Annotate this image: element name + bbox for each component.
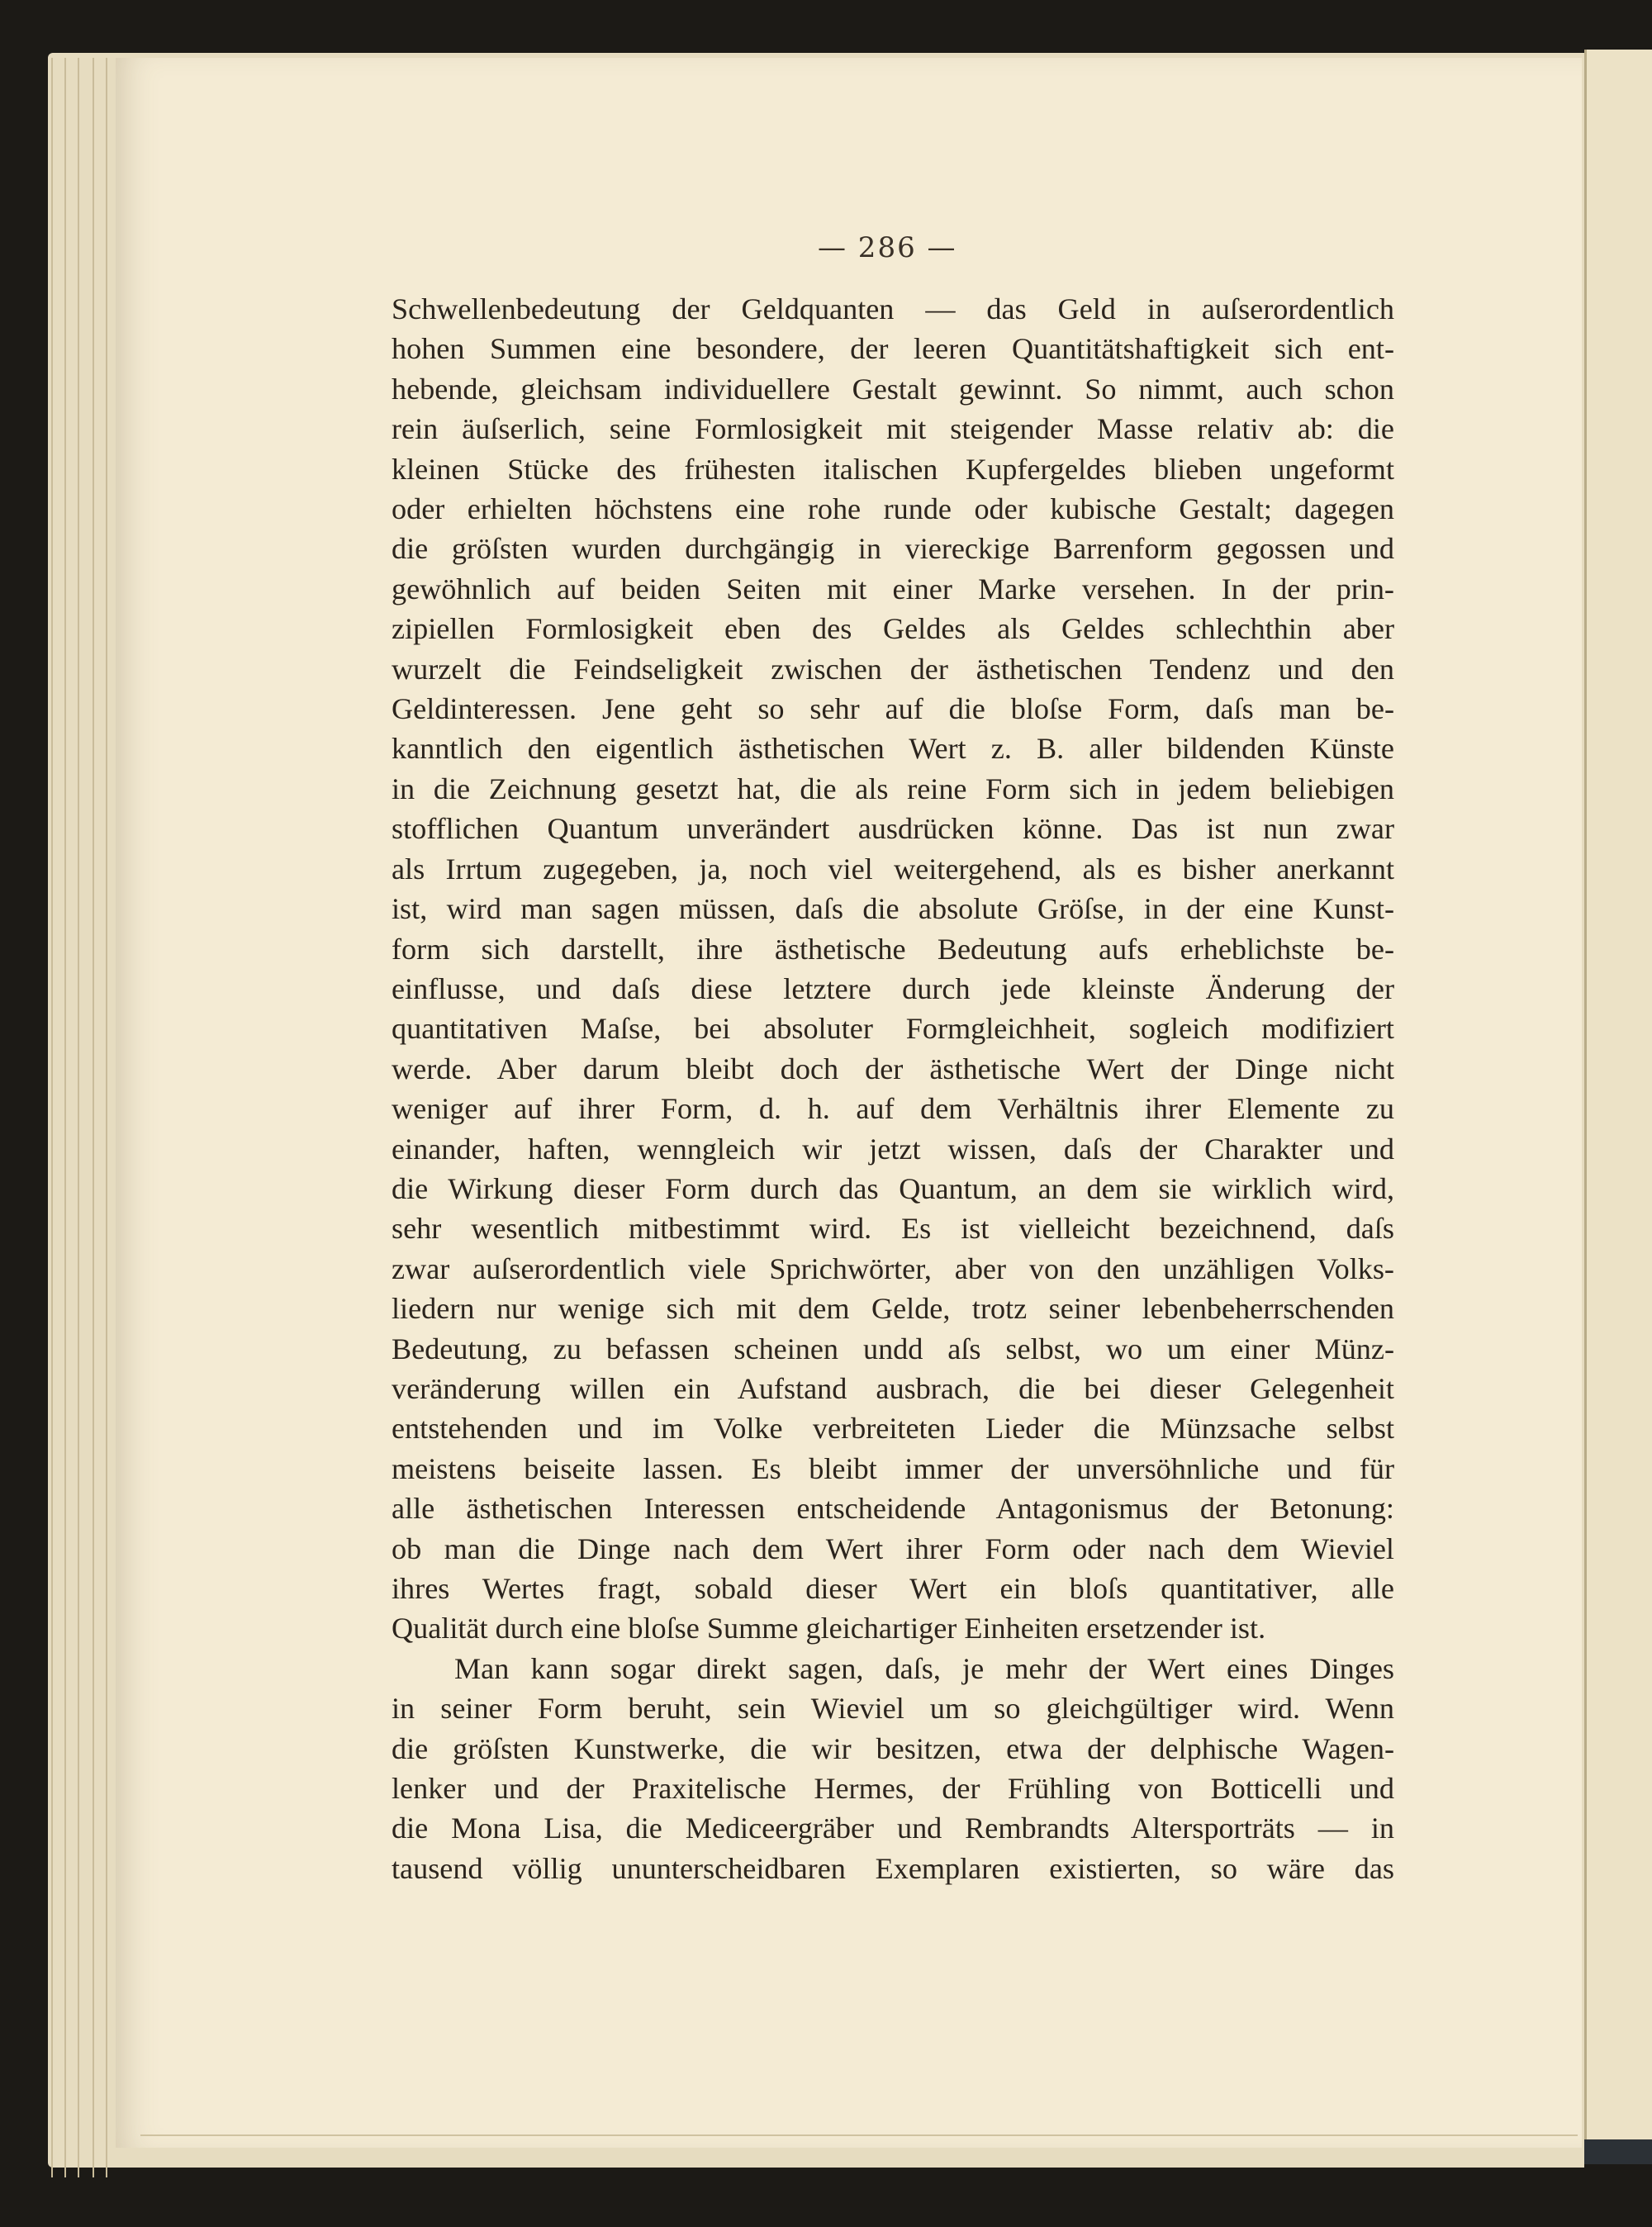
- paragraph: [392, 1649, 1394, 1888]
- text-line: stofflichen Quantum unverändert ausdrücken könne. Das ist nun zwar: [392, 812, 1394, 846]
- text-line: entstehenden und im Volke verbreiteten Lieder die Münzsache selbst: [392, 1412, 1394, 1446]
- text-line: quantitativen Maſse, bei absoluter Formgleichheit, sogleich modifiziert: [392, 1012, 1394, 1046]
- page-edge: [106, 58, 116, 2177]
- page-edge: [78, 58, 88, 2177]
- text-line: ist, wird man sagen müssen, daſs die absolute Gröſse, in der eine Kunst-: [392, 892, 1394, 926]
- text-line: Geldinteressen. Jene geht so sehr auf die bloſse Form, daſs man be-: [392, 692, 1394, 726]
- text-line: tausend völlig ununterscheidbaren Exemplaren existierten, so wäre das: [392, 1851, 1394, 1885]
- text-line: die Wirkung dieser Form durch das Quantum, an dem sie wirklich wird,: [392, 1171, 1394, 1205]
- text-line: Bedeutung, zu befassen scheinen undd aſs selbst, wo um einer Münz-: [392, 1332, 1394, 1365]
- body-text: [392, 289, 1394, 1888]
- text-line: form sich darstellt, ihre ästhetische Bedeutung aufs erheblichste be-: [392, 932, 1394, 966]
- page-edge: [64, 58, 74, 2177]
- text-line: rein äuſserlich, seine Formlosigkeit mit steigender Masse relativ ab: die: [392, 412, 1394, 446]
- text-line: hebende, gleichsam individuellere Gestalt gewinnt. So nimmt, auch schon: [392, 372, 1394, 406]
- text-line: ob man die Dinge nach dem Wert ihrer Form oder nach dem Wieviel: [392, 1531, 1394, 1565]
- text-line: die gröſsten wurden durchgängig in viereckige Barrenform gegossen und: [392, 532, 1394, 566]
- text-line: werde. Aber darum bleibt doch der ästhetische Wert der Dinge nicht: [392, 1052, 1394, 1085]
- text-line: weniger auf ihrer Form, d. h. auf dem Verhältnis ihrer Elemente zu: [392, 1092, 1394, 1126]
- text-line: ihres Wertes fragt, sobald dieser Wert ein bloſs quantitativer, alle: [392, 1572, 1394, 1605]
- text-line: einander, haften, wenngleich wir jetzt wissen, daſs der Charakter und: [392, 1132, 1394, 1166]
- page-bottom-edge: [140, 2134, 1578, 2136]
- page-number: — 286 —: [818, 231, 957, 264]
- text-line: als Irrtum zugegeben, ja, noch viel weitergehend, als es bisher anerkannt: [392, 852, 1394, 886]
- page-edge: [51, 58, 61, 2177]
- text-line: veränderung willen ein Aufstand ausbrach, die bei dieser Gelegenheit: [392, 1371, 1394, 1405]
- text-line: die gröſsten Kunstwerke, die wir besitzen, etwa der delphische Wagen-: [392, 1731, 1394, 1765]
- text-line: kanntlich den eigentlich ästhetischen Wert z. B. aller bildenden Künste: [392, 732, 1394, 766]
- text-line: einflusse, und daſs diese letztere durch jede kleinste Änderung der: [392, 971, 1394, 1005]
- paragraph: [392, 289, 1394, 1649]
- text-line: hohen Summen eine besondere, der leeren Quantitätshaftigkeit sich ent-: [392, 332, 1394, 366]
- text-line: zipiellen Formlosigkeit eben des Geldes als Geldes schlechthin aber: [392, 612, 1394, 646]
- text-line: Schwellenbedeutung der Geldquanten — das Geld in auſserordentlich: [392, 292, 1394, 325]
- text-line: lenker und der Praxitelische Hermes, der Frühling von Botticelli und: [392, 1772, 1394, 1806]
- text-line: Qualität durch eine bloſse Summe gleichartiger Einheiten ersetzender ist.: [392, 1612, 1266, 1645]
- text-line: die Mona Lisa, die Mediceergräber und Rembrandts Altersporträts — in: [392, 1812, 1394, 1845]
- page-edge: [93, 58, 102, 2177]
- text-line: in seiner Form beruht, sein Wieviel um so gleichgültiger wird. Wenn: [392, 1692, 1394, 1726]
- text-line: oder erhielten höchstens eine rohe runde oder kubische Gestalt; dagegen: [392, 492, 1394, 526]
- text-line: wurzelt die Feindseligkeit zwischen der ästhetischen Tendenz und den: [392, 652, 1394, 686]
- text-line: alle ästhetischen Interessen entscheidende Antagonismus der Betonung:: [392, 1492, 1394, 1526]
- text-line: zwar auſserordentlich viele Sprichwörter, aber von den unzähligen Volks-: [392, 1251, 1394, 1285]
- text-line: gewöhnlich auf beiden Seiten mit einer Marke versehen. In der prin-: [392, 572, 1394, 605]
- text-line: sehr wesentlich mitbestimmt wird. Es ist vielleicht bezeichnend, daſs: [392, 1212, 1394, 1246]
- text-line: Man kann sogar direkt sagen, daſs, je mehr der Wert eines Dinges: [454, 1651, 1394, 1685]
- facing-page-edge: [1584, 50, 1652, 2139]
- text-line: meistens beiseite lassen. Es bleibt immer der unversöhnliche und für: [392, 1451, 1394, 1485]
- text-line: in die Zeichnung gesetzt hat, die als reine Form sich in jedem beliebigen: [392, 772, 1394, 805]
- text-line: kleinen Stücke des frühesten italischen Kupfergeldes blieben ungeformt: [392, 452, 1394, 486]
- text-line: liedern nur wenige sich mit dem Gelde, trotz seiner lebenbeherrschenden: [392, 1292, 1394, 1326]
- book-cover-edge: [1584, 2139, 1652, 2164]
